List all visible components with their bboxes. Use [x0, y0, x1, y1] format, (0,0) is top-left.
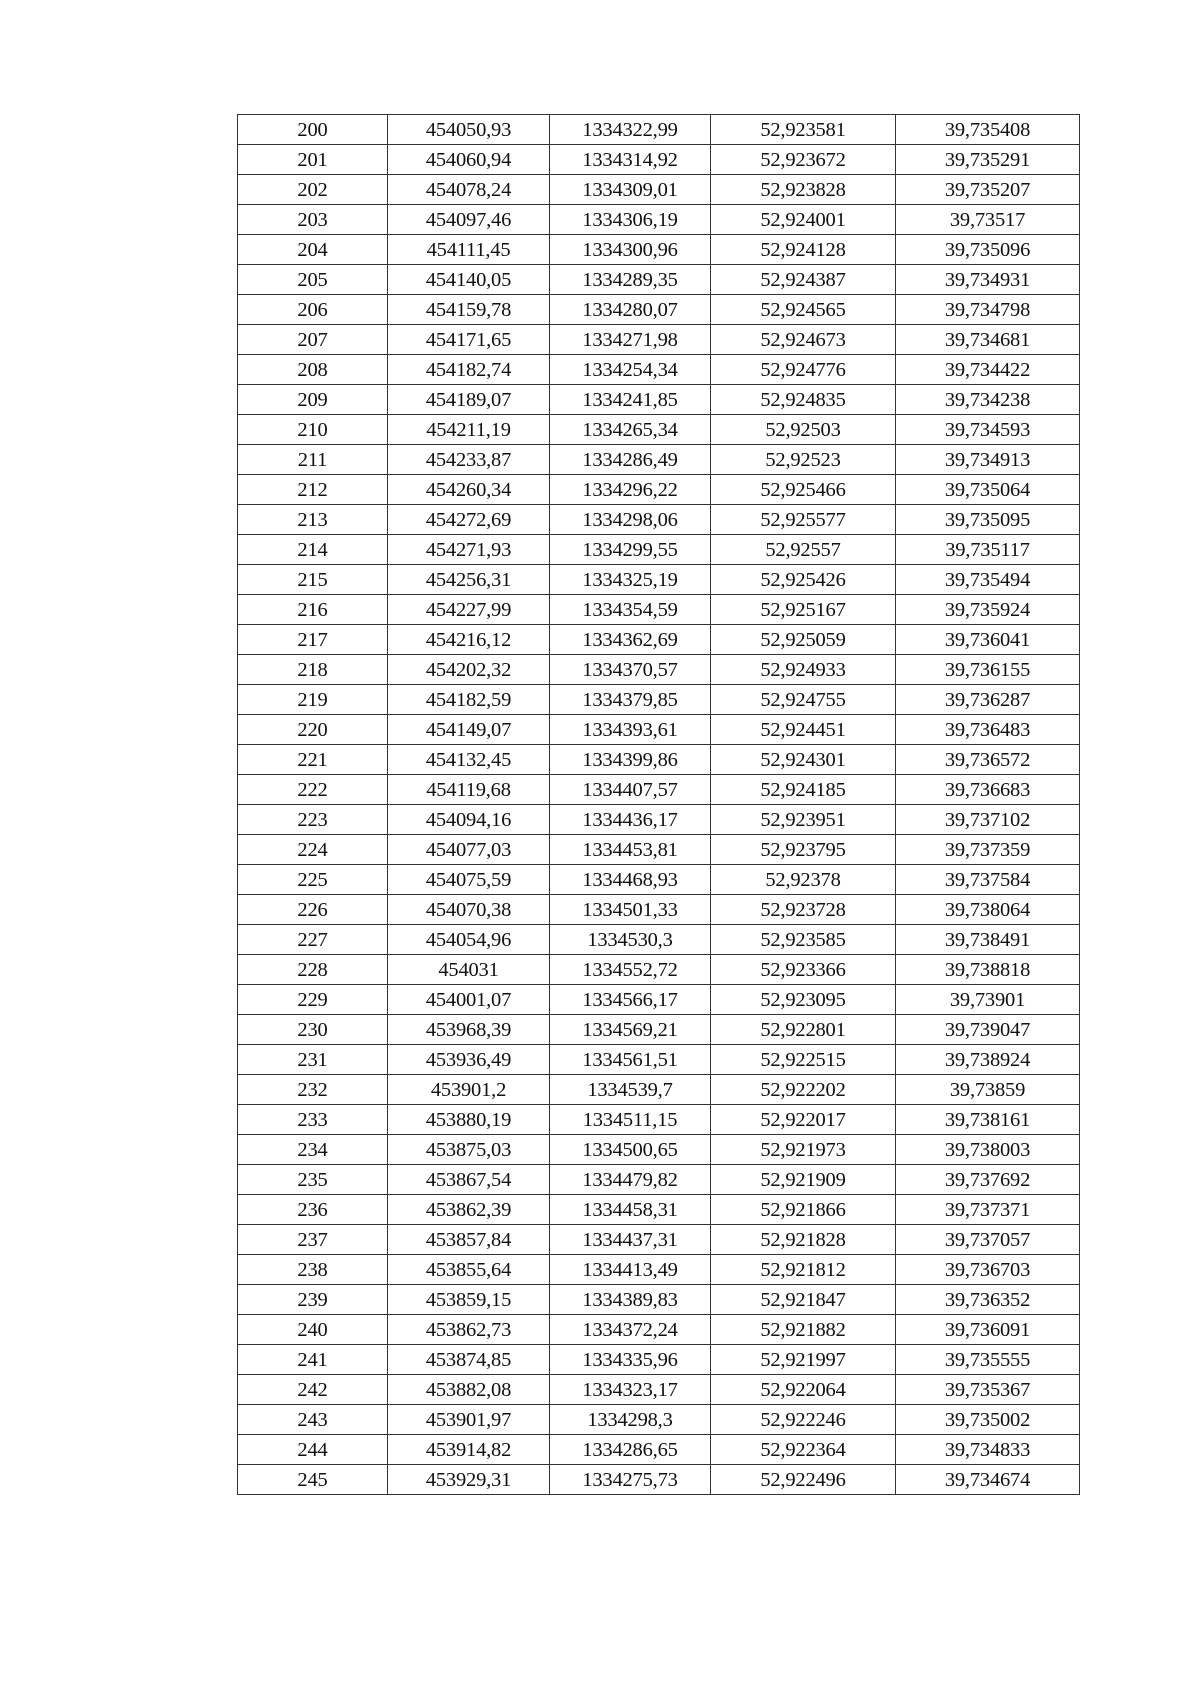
- latitude-cell: 52,92378: [711, 865, 896, 895]
- latitude-cell: 52,925167: [711, 595, 896, 625]
- table-row: [238, 925, 1080, 955]
- x-coordinate-cell: 454216,12: [388, 625, 550, 655]
- latitude-cell: 52,923366: [711, 955, 896, 985]
- x-coordinate-cell: 454075,59: [388, 865, 550, 895]
- y-coordinate-cell: 1334453,81: [550, 835, 711, 865]
- y-coordinate-cell: 1334300,96: [550, 235, 711, 265]
- x-coordinate-cell: 453857,84: [388, 1225, 550, 1255]
- latitude-cell: 52,925059: [711, 625, 896, 655]
- y-coordinate-cell: 1334413,49: [550, 1255, 711, 1285]
- longitude-cell: 39,734913: [896, 445, 1080, 475]
- longitude-cell: 39,737371: [896, 1195, 1080, 1225]
- point-number-cell: 242: [238, 1375, 388, 1405]
- point-number-cell: 241: [238, 1345, 388, 1375]
- y-coordinate-cell: 1334322,99: [550, 115, 711, 145]
- latitude-cell: 52,921973: [711, 1135, 896, 1165]
- latitude-cell: 52,924835: [711, 385, 896, 415]
- y-coordinate-cell: 1334372,24: [550, 1315, 711, 1345]
- latitude-cell: 52,924451: [711, 715, 896, 745]
- point-number-cell: 214: [238, 535, 388, 565]
- y-coordinate-cell: 1334275,73: [550, 1465, 711, 1495]
- point-number-cell: 232: [238, 1075, 388, 1105]
- latitude-cell: 52,923728: [711, 895, 896, 925]
- table-row: [238, 1225, 1080, 1255]
- point-number-cell: 233: [238, 1105, 388, 1135]
- y-coordinate-cell: 1334309,01: [550, 175, 711, 205]
- y-coordinate-cell: 1334399,86: [550, 745, 711, 775]
- table-row: [238, 805, 1080, 835]
- point-number-cell: 230: [238, 1015, 388, 1045]
- latitude-cell: 52,922801: [711, 1015, 896, 1045]
- latitude-cell: 52,921866: [711, 1195, 896, 1225]
- y-coordinate-cell: 1334325,19: [550, 565, 711, 595]
- point-number-cell: 235: [238, 1165, 388, 1195]
- table-row: [238, 205, 1080, 235]
- x-coordinate-cell: 454111,45: [388, 235, 550, 265]
- longitude-cell: 39,737584: [896, 865, 1080, 895]
- latitude-cell: 52,922064: [711, 1375, 896, 1405]
- table-row: [238, 355, 1080, 385]
- x-coordinate-cell: 453862,73: [388, 1315, 550, 1345]
- point-number-cell: 243: [238, 1405, 388, 1435]
- latitude-cell: 52,921882: [711, 1315, 896, 1345]
- table-row: [238, 325, 1080, 355]
- table-row: [238, 415, 1080, 445]
- x-coordinate-cell: 453880,19: [388, 1105, 550, 1135]
- x-coordinate-cell: 453968,39: [388, 1015, 550, 1045]
- x-coordinate-cell: 453901,2: [388, 1075, 550, 1105]
- table-row: [238, 175, 1080, 205]
- longitude-cell: 39,738161: [896, 1105, 1080, 1135]
- point-number-cell: 220: [238, 715, 388, 745]
- longitude-cell: 39,734833: [896, 1435, 1080, 1465]
- x-coordinate-cell: 453936,49: [388, 1045, 550, 1075]
- y-coordinate-cell: 1334561,51: [550, 1045, 711, 1075]
- longitude-cell: 39,734593: [896, 415, 1080, 445]
- longitude-cell: 39,734798: [896, 295, 1080, 325]
- longitude-cell: 39,735117: [896, 535, 1080, 565]
- x-coordinate-cell: 454271,93: [388, 535, 550, 565]
- longitude-cell: 39,73517: [896, 205, 1080, 235]
- table-row: [238, 1075, 1080, 1105]
- longitude-cell: 39,735367: [896, 1375, 1080, 1405]
- longitude-cell: 39,734238: [896, 385, 1080, 415]
- longitude-cell: 39,735555: [896, 1345, 1080, 1375]
- point-number-cell: 208: [238, 355, 388, 385]
- y-coordinate-cell: 1334407,57: [550, 775, 711, 805]
- latitude-cell: 52,924755: [711, 685, 896, 715]
- latitude-cell: 52,923795: [711, 835, 896, 865]
- table-row: [238, 1255, 1080, 1285]
- longitude-cell: 39,736041: [896, 625, 1080, 655]
- longitude-cell: 39,73901: [896, 985, 1080, 1015]
- latitude-cell: 52,924673: [711, 325, 896, 355]
- latitude-cell: 52,924776: [711, 355, 896, 385]
- longitude-cell: 39,737692: [896, 1165, 1080, 1195]
- longitude-cell: 39,735096: [896, 235, 1080, 265]
- latitude-cell: 52,92503: [711, 415, 896, 445]
- point-number-cell: 221: [238, 745, 388, 775]
- x-coordinate-cell: 454227,99: [388, 595, 550, 625]
- longitude-cell: 39,737359: [896, 835, 1080, 865]
- x-coordinate-cell: 453867,54: [388, 1165, 550, 1195]
- longitude-cell: 39,735291: [896, 145, 1080, 175]
- x-coordinate-cell: 453914,82: [388, 1435, 550, 1465]
- table-row: [238, 985, 1080, 1015]
- y-coordinate-cell: 1334566,17: [550, 985, 711, 1015]
- point-number-cell: 239: [238, 1285, 388, 1315]
- latitude-cell: 52,921847: [711, 1285, 896, 1315]
- y-coordinate-cell: 1334393,61: [550, 715, 711, 745]
- longitude-cell: 39,738491: [896, 925, 1080, 955]
- y-coordinate-cell: 1334265,34: [550, 415, 711, 445]
- y-coordinate-cell: 1334323,17: [550, 1375, 711, 1405]
- x-coordinate-cell: 454211,19: [388, 415, 550, 445]
- table-row: [238, 715, 1080, 745]
- latitude-cell: 52,923672: [711, 145, 896, 175]
- longitude-cell: 39,736091: [896, 1315, 1080, 1345]
- table-row: [238, 1375, 1080, 1405]
- point-number-cell: 219: [238, 685, 388, 715]
- table-row: [238, 535, 1080, 565]
- point-number-cell: 211: [238, 445, 388, 475]
- longitude-cell: 39,738924: [896, 1045, 1080, 1075]
- latitude-cell: 52,924933: [711, 655, 896, 685]
- y-coordinate-cell: 1334354,59: [550, 595, 711, 625]
- coordinates-table: [237, 114, 1080, 1495]
- point-number-cell: 215: [238, 565, 388, 595]
- longitude-cell: 39,736683: [896, 775, 1080, 805]
- y-coordinate-cell: 1334306,19: [550, 205, 711, 235]
- point-number-cell: 226: [238, 895, 388, 925]
- x-coordinate-cell: 454070,38: [388, 895, 550, 925]
- latitude-cell: 52,92523: [711, 445, 896, 475]
- coordinates-table-body: [238, 115, 1080, 1495]
- table-row: [238, 655, 1080, 685]
- y-coordinate-cell: 1334501,33: [550, 895, 711, 925]
- y-coordinate-cell: 1334296,22: [550, 475, 711, 505]
- point-number-cell: 217: [238, 625, 388, 655]
- x-coordinate-cell: 454159,78: [388, 295, 550, 325]
- longitude-cell: 39,736352: [896, 1285, 1080, 1315]
- longitude-cell: 39,738818: [896, 955, 1080, 985]
- point-number-cell: 207: [238, 325, 388, 355]
- y-coordinate-cell: 1334299,55: [550, 535, 711, 565]
- longitude-cell: 39,735095: [896, 505, 1080, 535]
- y-coordinate-cell: 1334254,34: [550, 355, 711, 385]
- point-number-cell: 223: [238, 805, 388, 835]
- point-number-cell: 225: [238, 865, 388, 895]
- point-number-cell: 212: [238, 475, 388, 505]
- x-coordinate-cell: 453862,39: [388, 1195, 550, 1225]
- longitude-cell: 39,734931: [896, 265, 1080, 295]
- y-coordinate-cell: 1334379,85: [550, 685, 711, 715]
- latitude-cell: 52,925466: [711, 475, 896, 505]
- x-coordinate-cell: 454202,32: [388, 655, 550, 685]
- x-coordinate-cell: 454001,07: [388, 985, 550, 1015]
- longitude-cell: 39,736483: [896, 715, 1080, 745]
- table-row: [238, 295, 1080, 325]
- y-coordinate-cell: 1334241,85: [550, 385, 711, 415]
- point-number-cell: 213: [238, 505, 388, 535]
- point-number-cell: 222: [238, 775, 388, 805]
- y-coordinate-cell: 1334468,93: [550, 865, 711, 895]
- y-coordinate-cell: 1334511,15: [550, 1105, 711, 1135]
- point-number-cell: 205: [238, 265, 388, 295]
- table-row: [238, 865, 1080, 895]
- x-coordinate-cell: 453874,85: [388, 1345, 550, 1375]
- table-row: [238, 145, 1080, 175]
- longitude-cell: 39,735924: [896, 595, 1080, 625]
- y-coordinate-cell: 1334436,17: [550, 805, 711, 835]
- y-coordinate-cell: 1334437,31: [550, 1225, 711, 1255]
- latitude-cell: 52,924565: [711, 295, 896, 325]
- y-coordinate-cell: 1334314,92: [550, 145, 711, 175]
- table-row: [238, 265, 1080, 295]
- x-coordinate-cell: 454189,07: [388, 385, 550, 415]
- x-coordinate-cell: 453901,97: [388, 1405, 550, 1435]
- latitude-cell: 52,925426: [711, 565, 896, 595]
- longitude-cell: 39,734422: [896, 355, 1080, 385]
- point-number-cell: 203: [238, 205, 388, 235]
- table-row: [238, 445, 1080, 475]
- table-row: [238, 1195, 1080, 1225]
- longitude-cell: 39,734674: [896, 1465, 1080, 1495]
- point-number-cell: 200: [238, 115, 388, 145]
- table-row: [238, 1015, 1080, 1045]
- longitude-cell: 39,738064: [896, 895, 1080, 925]
- point-number-cell: 236: [238, 1195, 388, 1225]
- y-coordinate-cell: 1334298,3: [550, 1405, 711, 1435]
- point-number-cell: 202: [238, 175, 388, 205]
- longitude-cell: 39,735408: [896, 115, 1080, 145]
- x-coordinate-cell: 453882,08: [388, 1375, 550, 1405]
- latitude-cell: 52,924001: [711, 205, 896, 235]
- table-row: [238, 385, 1080, 415]
- longitude-cell: 39,736155: [896, 655, 1080, 685]
- table-row: [238, 1465, 1080, 1495]
- latitude-cell: 52,923828: [711, 175, 896, 205]
- table-row: [238, 745, 1080, 775]
- x-coordinate-cell: 454171,65: [388, 325, 550, 355]
- table-row: [238, 1045, 1080, 1075]
- longitude-cell: 39,737102: [896, 805, 1080, 835]
- longitude-cell: 39,735002: [896, 1405, 1080, 1435]
- table-row: [238, 115, 1080, 145]
- point-number-cell: 244: [238, 1435, 388, 1465]
- y-coordinate-cell: 1334289,35: [550, 265, 711, 295]
- table-row: [238, 625, 1080, 655]
- latitude-cell: 52,921812: [711, 1255, 896, 1285]
- y-coordinate-cell: 1334500,65: [550, 1135, 711, 1165]
- point-number-cell: 206: [238, 295, 388, 325]
- x-coordinate-cell: 454094,16: [388, 805, 550, 835]
- latitude-cell: 52,922496: [711, 1465, 896, 1495]
- y-coordinate-cell: 1334298,06: [550, 505, 711, 535]
- x-coordinate-cell: 454272,69: [388, 505, 550, 535]
- latitude-cell: 52,925577: [711, 505, 896, 535]
- latitude-cell: 52,922202: [711, 1075, 896, 1105]
- latitude-cell: 52,923095: [711, 985, 896, 1015]
- latitude-cell: 52,924128: [711, 235, 896, 265]
- x-coordinate-cell: 453875,03: [388, 1135, 550, 1165]
- y-coordinate-cell: 1334539,7: [550, 1075, 711, 1105]
- latitude-cell: 52,921828: [711, 1225, 896, 1255]
- y-coordinate-cell: 1334362,69: [550, 625, 711, 655]
- latitude-cell: 52,923581: [711, 115, 896, 145]
- longitude-cell: 39,735064: [896, 475, 1080, 505]
- point-number-cell: 210: [238, 415, 388, 445]
- latitude-cell: 52,923585: [711, 925, 896, 955]
- x-coordinate-cell: 454182,59: [388, 685, 550, 715]
- table-row: [238, 1315, 1080, 1345]
- table-row: [238, 1135, 1080, 1165]
- point-number-cell: 240: [238, 1315, 388, 1345]
- latitude-cell: 52,922246: [711, 1405, 896, 1435]
- latitude-cell: 52,922364: [711, 1435, 896, 1465]
- y-coordinate-cell: 1334479,82: [550, 1165, 711, 1195]
- point-number-cell: 228: [238, 955, 388, 985]
- y-coordinate-cell: 1334458,31: [550, 1195, 711, 1225]
- point-number-cell: 224: [238, 835, 388, 865]
- point-number-cell: 204: [238, 235, 388, 265]
- point-number-cell: 227: [238, 925, 388, 955]
- table-row: [238, 565, 1080, 595]
- longitude-cell: 39,734681: [896, 325, 1080, 355]
- longitude-cell: 39,736287: [896, 685, 1080, 715]
- longitude-cell: 39,736703: [896, 1255, 1080, 1285]
- longitude-cell: 39,739047: [896, 1015, 1080, 1045]
- longitude-cell: 39,73859: [896, 1075, 1080, 1105]
- x-coordinate-cell: 454132,45: [388, 745, 550, 775]
- table-row: [238, 505, 1080, 535]
- y-coordinate-cell: 1334370,57: [550, 655, 711, 685]
- y-coordinate-cell: 1334286,65: [550, 1435, 711, 1465]
- y-coordinate-cell: 1334389,83: [550, 1285, 711, 1315]
- y-coordinate-cell: 1334335,96: [550, 1345, 711, 1375]
- table-row: [238, 895, 1080, 925]
- table-row: [238, 685, 1080, 715]
- point-number-cell: 201: [238, 145, 388, 175]
- point-number-cell: 218: [238, 655, 388, 685]
- y-coordinate-cell: 1334530,3: [550, 925, 711, 955]
- table-row: [238, 835, 1080, 865]
- latitude-cell: 52,921909: [711, 1165, 896, 1195]
- point-number-cell: 209: [238, 385, 388, 415]
- longitude-cell: 39,735494: [896, 565, 1080, 595]
- table-row: [238, 1345, 1080, 1375]
- point-number-cell: 231: [238, 1045, 388, 1075]
- point-number-cell: 234: [238, 1135, 388, 1165]
- x-coordinate-cell: 454060,94: [388, 145, 550, 175]
- longitude-cell: 39,738003: [896, 1135, 1080, 1165]
- point-number-cell: 237: [238, 1225, 388, 1255]
- x-coordinate-cell: 454119,68: [388, 775, 550, 805]
- table-row: [238, 1165, 1080, 1195]
- x-coordinate-cell: 454031: [388, 955, 550, 985]
- y-coordinate-cell: 1334552,72: [550, 955, 711, 985]
- latitude-cell: 52,922017: [711, 1105, 896, 1135]
- latitude-cell: 52,924387: [711, 265, 896, 295]
- latitude-cell: 52,924185: [711, 775, 896, 805]
- table-row: [238, 955, 1080, 985]
- x-coordinate-cell: 454149,07: [388, 715, 550, 745]
- latitude-cell: 52,922515: [711, 1045, 896, 1075]
- point-number-cell: 245: [238, 1465, 388, 1495]
- table-row: [238, 1105, 1080, 1135]
- x-coordinate-cell: 454077,03: [388, 835, 550, 865]
- table-row: [238, 595, 1080, 625]
- y-coordinate-cell: 1334271,98: [550, 325, 711, 355]
- y-coordinate-cell: 1334286,49: [550, 445, 711, 475]
- latitude-cell: 52,923951: [711, 805, 896, 835]
- point-number-cell: 238: [238, 1255, 388, 1285]
- x-coordinate-cell: 454140,05: [388, 265, 550, 295]
- table-row: [238, 1435, 1080, 1465]
- x-coordinate-cell: 453859,15: [388, 1285, 550, 1315]
- x-coordinate-cell: 454182,74: [388, 355, 550, 385]
- x-coordinate-cell: 454050,93: [388, 115, 550, 145]
- longitude-cell: 39,736572: [896, 745, 1080, 775]
- latitude-cell: 52,92557: [711, 535, 896, 565]
- x-coordinate-cell: 453855,64: [388, 1255, 550, 1285]
- table-row: [238, 475, 1080, 505]
- y-coordinate-cell: 1334280,07: [550, 295, 711, 325]
- latitude-cell: 52,921997: [711, 1345, 896, 1375]
- y-coordinate-cell: 1334569,21: [550, 1015, 711, 1045]
- latitude-cell: 52,924301: [711, 745, 896, 775]
- longitude-cell: 39,737057: [896, 1225, 1080, 1255]
- x-coordinate-cell: 454260,34: [388, 475, 550, 505]
- x-coordinate-cell: 454233,87: [388, 445, 550, 475]
- x-coordinate-cell: 454078,24: [388, 175, 550, 205]
- table-row: [238, 235, 1080, 265]
- point-number-cell: 216: [238, 595, 388, 625]
- table-row: [238, 1405, 1080, 1435]
- x-coordinate-cell: 454054,96: [388, 925, 550, 955]
- longitude-cell: 39,735207: [896, 175, 1080, 205]
- x-coordinate-cell: 454256,31: [388, 565, 550, 595]
- x-coordinate-cell: 453929,31: [388, 1465, 550, 1495]
- table-row: [238, 775, 1080, 805]
- point-number-cell: 229: [238, 985, 388, 1015]
- table-row: [238, 1285, 1080, 1315]
- x-coordinate-cell: 454097,46: [388, 205, 550, 235]
